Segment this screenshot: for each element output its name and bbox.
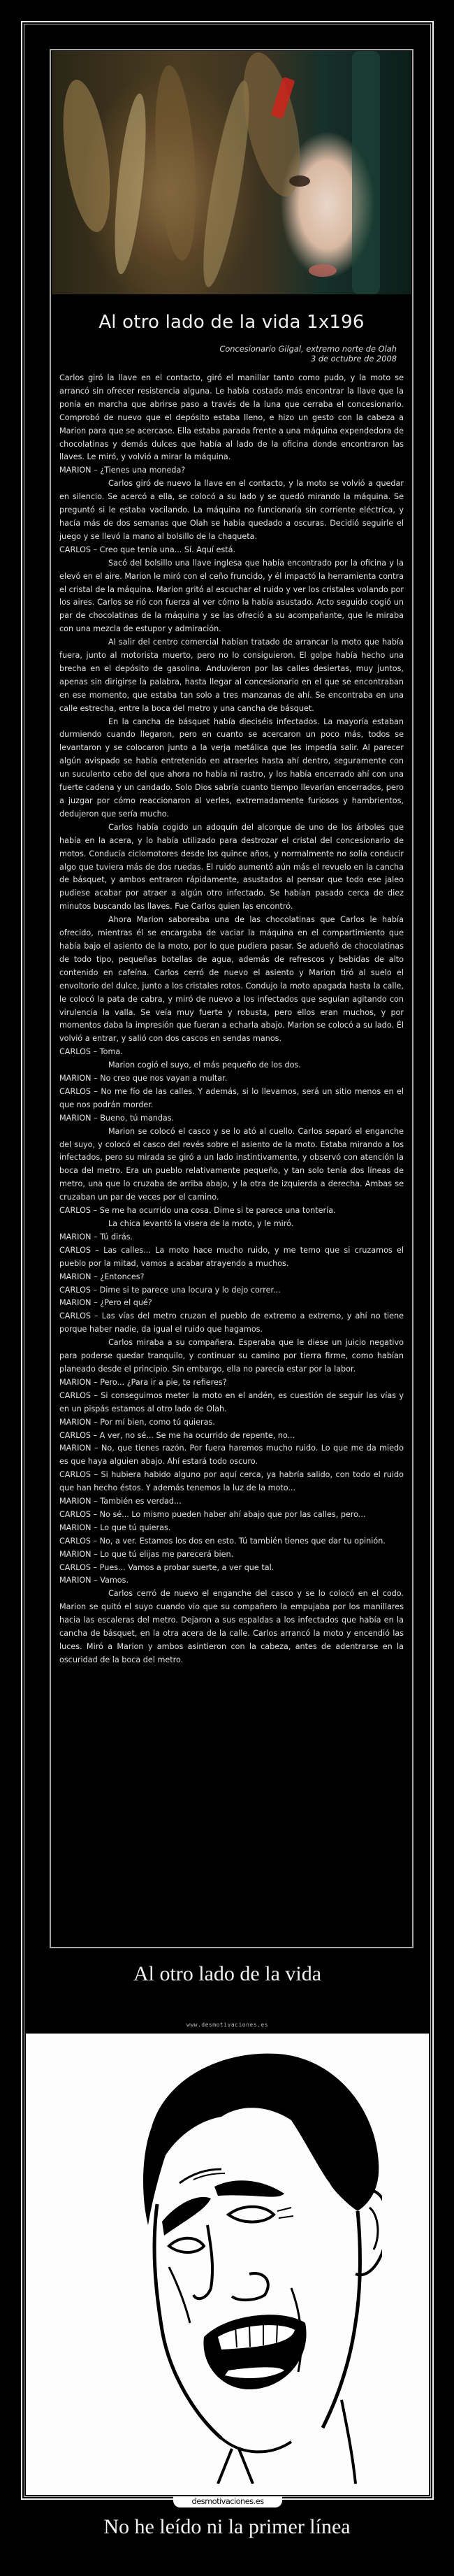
story-dialogue: CARLOS – Las vías del metro cruzan el pueblo de extremo a extremo, y ahí no tiene porque haber nadie, da igual el ruido que hagamos. <box>59 1311 404 1334</box>
poster-1-caption: Al otro lado de la vida <box>133 1962 322 1985</box>
story-dialogue: MARION – Vamos. <box>59 1576 129 1585</box>
story-dialogue: MARION – Pero... ¿Para ir a pie, te refieres? <box>59 1377 227 1387</box>
eye-shadow <box>289 175 310 187</box>
story-dialogue: MARION – No, que tienes razón. Por fuera haremos mucho ruido. Lo que me da miedo es que haya alguien abajo. Ahí estará todo oscuro. <box>59 1444 404 1467</box>
story-dialogue: MARION – Por mí bien, como tú quieras. <box>59 1417 215 1427</box>
story-dialogue: MARION – Bueno, tú mandas. <box>59 1113 175 1123</box>
story-dialogue: MARION – ¿Pero el qué? <box>59 1298 152 1308</box>
story-paragraph: Marion cogió el suyo, el más pequeño de los dos. <box>108 1060 301 1070</box>
bloodied-girl-photo <box>52 51 411 294</box>
story-paragraph: Ahora Marion saboreaba una de las chocolatinas que Carlos le había ofrecido, mientras él se encargaba de vaciar la máquina en el compartimiento que había bajo el asiento de la moto, por lo que pudiera pasar. Se adueñó de chocolatinas de todo tipo, pequeñas botellas de agua, además de refrescos y bebidas de alto contenido en cafeína. Carlos cerró de nuevo el asiento y Marion tiró al suelo el envoltorio del dulce, junto a los cristales rotos. Condujo la moto apagada hasta la calle, le colocó la pata de cabra, y miró de nuevo a los infectados que seguían agitando con virulencia la valla. Se veía muy fuerte y robusta, pero ellos eran muchos, y por momentos daba la impresión que fueran a echarla abajo. Marion se colocó a su lado. Él volvió a entrar, y salió con dos cascos en sendas manos. <box>59 915 404 1044</box>
story-dialogue: MARION – No creo que nos vayan a multar. <box>59 1074 228 1084</box>
poster-2-caption: No he leído ni la primer línea <box>103 2515 351 2538</box>
story-dialogue: MARION – Lo que tú elijas me parecerá bien. <box>59 1549 234 1559</box>
story-dialogue: CARLOS – Si conseguimos meter la moto en el andén, es cuestión de seguir las vías y en un pispás estamos al otro lado de Olah. <box>59 1390 404 1413</box>
story-dialogue: CARLOS – A ver, no sé... Se me ha ocurrido de repente, no... <box>59 1430 295 1440</box>
site-url-watermark: www.desmotivaciones.es <box>186 2022 268 2028</box>
poster-frame <box>21 21 434 2500</box>
story-dialogue: CARLOS – Toma. <box>59 1047 123 1057</box>
story-location: Concesionario Gilgal, extremo norte de Olah <box>219 344 397 354</box>
story-paragraph: Carlos giró la llave en el contacto, giró el manillar tanto como pudo, y la moto se arrancó sin ofrecer resistencia alguna. Le había costado más encontrar la llave que la ponía en marcha que abrirse paso a través de la luna que cerraba el concesionario. Comprobó de nuevo que el depósito estaba lleno, e hizo un gesto con la cabeza a Marion para que se acercase. Ella estaba parada frente a una máquina expendedora de chocolatinas y demás dulces que había al lado de la oficina donde encontraron las llaves. Le miró, y volvió a mirar la máquina. <box>59 373 404 462</box>
story-paragraph: En la cancha de básquet había dieciséis infectados. La mayoría estaban durmiendo cuando llegaron, pero en cuanto se acercaron un poco más, todos se levantaron y se colocaron junto a la verja metálica que les impedía salir. Al parecer algún avispado se había entretenido en atraerles hasta ahí dentro, seguramente con un suculento cebo del que ahora no había ni rastro, y los había encerrado ahí con una fuerte cadena y un candado. Solo Dios sabría cuanto tiempo llevarían encerrados, pero a juzgar por cómo reaccionaron al verles, extremadamente furiosos y hambrientos, dedujeron que sería mucho. <box>59 717 404 819</box>
story-dialogue: CARLOS – Dime si te parece una locura y lo dejo correr... <box>59 1285 281 1295</box>
story-dialogue: CARLOS – Creo que tenía una... Sí. Aquí está. <box>59 545 236 554</box>
poster-1 <box>26 26 429 2034</box>
story-dialogue: CARLOS – No me fío de las calles. Y además, si lo llevamos, será un sitio menos en el que nos podrán morder. <box>59 1086 404 1109</box>
story-paragraph: Sacó del bolsillo una llave inglesa que había encontrado por la oficina y la elevó en el aire. Marion le miró con el ceño fruncido, y él impactó la herramienta contra el cristal de la máquina. Marion gritó al escuchar el ruido y ver los cristales volando por los aires. Carlos se rió con fuerza al ver cómo la había asustado. Acto seguido cogió un par de chocolatinas de la máquina y se las ofreció a su acompañante, que le miraba con una mezcla de estupor y admiración. <box>59 558 404 634</box>
brand-watermark: desmotivaciones.es <box>173 2496 282 2507</box>
story-paragraph: Carlos cerró de nuevo el enganche del casco y se lo colocó en el codo. Marion se quitó el suyo cuando vio que su compañero la empujaba por los manillares hacia las escaleras del metro. Dejaron a sus espaldas a los infectados que había en la cancha de básquet, en la otra acera de la calle. Carlos arrancó la moto y encendió las luces. Miró a Marion y ambos asintieron con la cabeza, antes de adentrarse en la oscuridad de la boca del metro. <box>59 1589 404 1664</box>
story-dialogue: MARION – ¿Tienes una moneda? <box>59 466 186 475</box>
story-dialogue: MARION – Tú dirás. <box>59 1232 133 1242</box>
story-dialogue: MARION – También es verdad... <box>59 1497 182 1506</box>
story-paragraph: Carlos miraba a su compañera. Esperaba que le diese un juicio negativo para poderse quedar tranquilo, y continuar su camino por tierra firme, como habían planeado desde el principio. Sin embargo, ella no parecía estar por la labor. <box>59 1338 404 1374</box>
story-meta <box>219 344 397 364</box>
story-dialogue: CARLOS – No, a ver. Estamos los dos en esto. Tú también tienes que dar tu opinión. <box>59 1536 386 1546</box>
lips <box>309 264 337 277</box>
story-dialogue: MARION – ¿Entonces? <box>59 1272 145 1281</box>
yao-ming-meme-face-icon <box>82 2036 382 2484</box>
story-body <box>59 372 404 1667</box>
story-paragraph: Carlos giró de nuevo la llave en el contacto, y la moto se volvió a quedar en silencio. Se acercó a ella, se colocó a su lado y se quedó mirando la máquina. Se preguntó si le estaba vacilando. La máquina no funcionaría sin corriente eléctrica, y hacía más de dos semanas que Olah se había quedado a oscuras. Decidió seguirle el juego y se llevó la mano al bolsillo de la chaqueta. <box>59 479 404 541</box>
story-dialogue: MARION – Lo que tú quieras. <box>59 1523 171 1532</box>
story-dialogue: CARLOS – Las calles... La moto hace mucho ruido, y me temo que si cruzamos el pueblo por la mitad, vamos a acabar atrayendo a muchos. <box>59 1245 404 1268</box>
story-dialogue: CARLOS – Pues... Vamos a probar suerte, a ver que tal. <box>59 1562 274 1572</box>
poster-2-image <box>26 2034 429 2495</box>
story-paragraph: La chica levantó la visera de la moto, y le miró. <box>108 1219 294 1228</box>
story-dialogue: CARLOS – Se me ha ocurrido una cosa. Dime si te parece una tontería. <box>59 1206 336 1216</box>
story-paragraph: Carlos había cogido un adoquín del alcorque de uno de los árboles que había en la acera, y lo había utilizado para destrozar el cristal del concesionario de motos. Conducía ciclomotores desde los quince años, y normalmente no solía conducir algo que tuviera más de dos ruedas. El ruido aumentó aún más el revuelo en la cancha de básquet, y ambos entraron rápidamente, asustados al pensar que todo ese jaleo pudiese acabar por atraer a algún otro infectado. Se habían pasado cerca de diez minutos buscando las llaves. Fue Carlos quien las encontró. <box>59 822 404 912</box>
story-paragraph: Marion se colocó el casco y se lo ató al cuello. Carlos separó el enganche del suyo, y colocó el casco del revés sobre el asiento de la moto. Estaba mirando a los infectados, pero su mirada se giró a un lado instintivamente, y observó con atención la boca del metro. Era un pueblo relativamente pequeño, y tan solo tenía dos líneas de metro, una que lo cruzaba de arriba abajo, y la otra de izquierda a derecha. Ambas se cruzaban un par de veces por el camino. <box>59 1126 404 1202</box>
story-dialogue: CARLOS – Si hubiera habido alguno por aquí cerca, ya habría salido, con todo el ruido que han hecho éstos. Y además tenemos la luz de la moto... <box>59 1470 404 1493</box>
story-panel <box>50 49 413 1948</box>
story-date: 3 de octubre de 2008 <box>310 354 397 364</box>
story-dialogue: CARLOS – No sé... Lo mismo pueden haber ahí abajo que por las calles, pero... <box>59 1509 366 1519</box>
story-title: Al otro lado de la vida 1x196 <box>98 312 365 333</box>
story-paragraph: Al salir del centro comercial habían tratado de arrancar la moto que había fuera, junto al motorista muerto, pero no lo consiguieron. El golpe había hecho una brecha en el depósito de gasolina. Anduvieron por las calles desiertas, muy juntos, apenas sin dirigirse la palabra, hasta llegar al concesionario en el que se encontraban en ese momento, que estaba tan solo a tres manzanas de ahí. Se encontraba en una calle estrecha, entre la boca del metro y una cancha de básquet. <box>59 638 404 713</box>
